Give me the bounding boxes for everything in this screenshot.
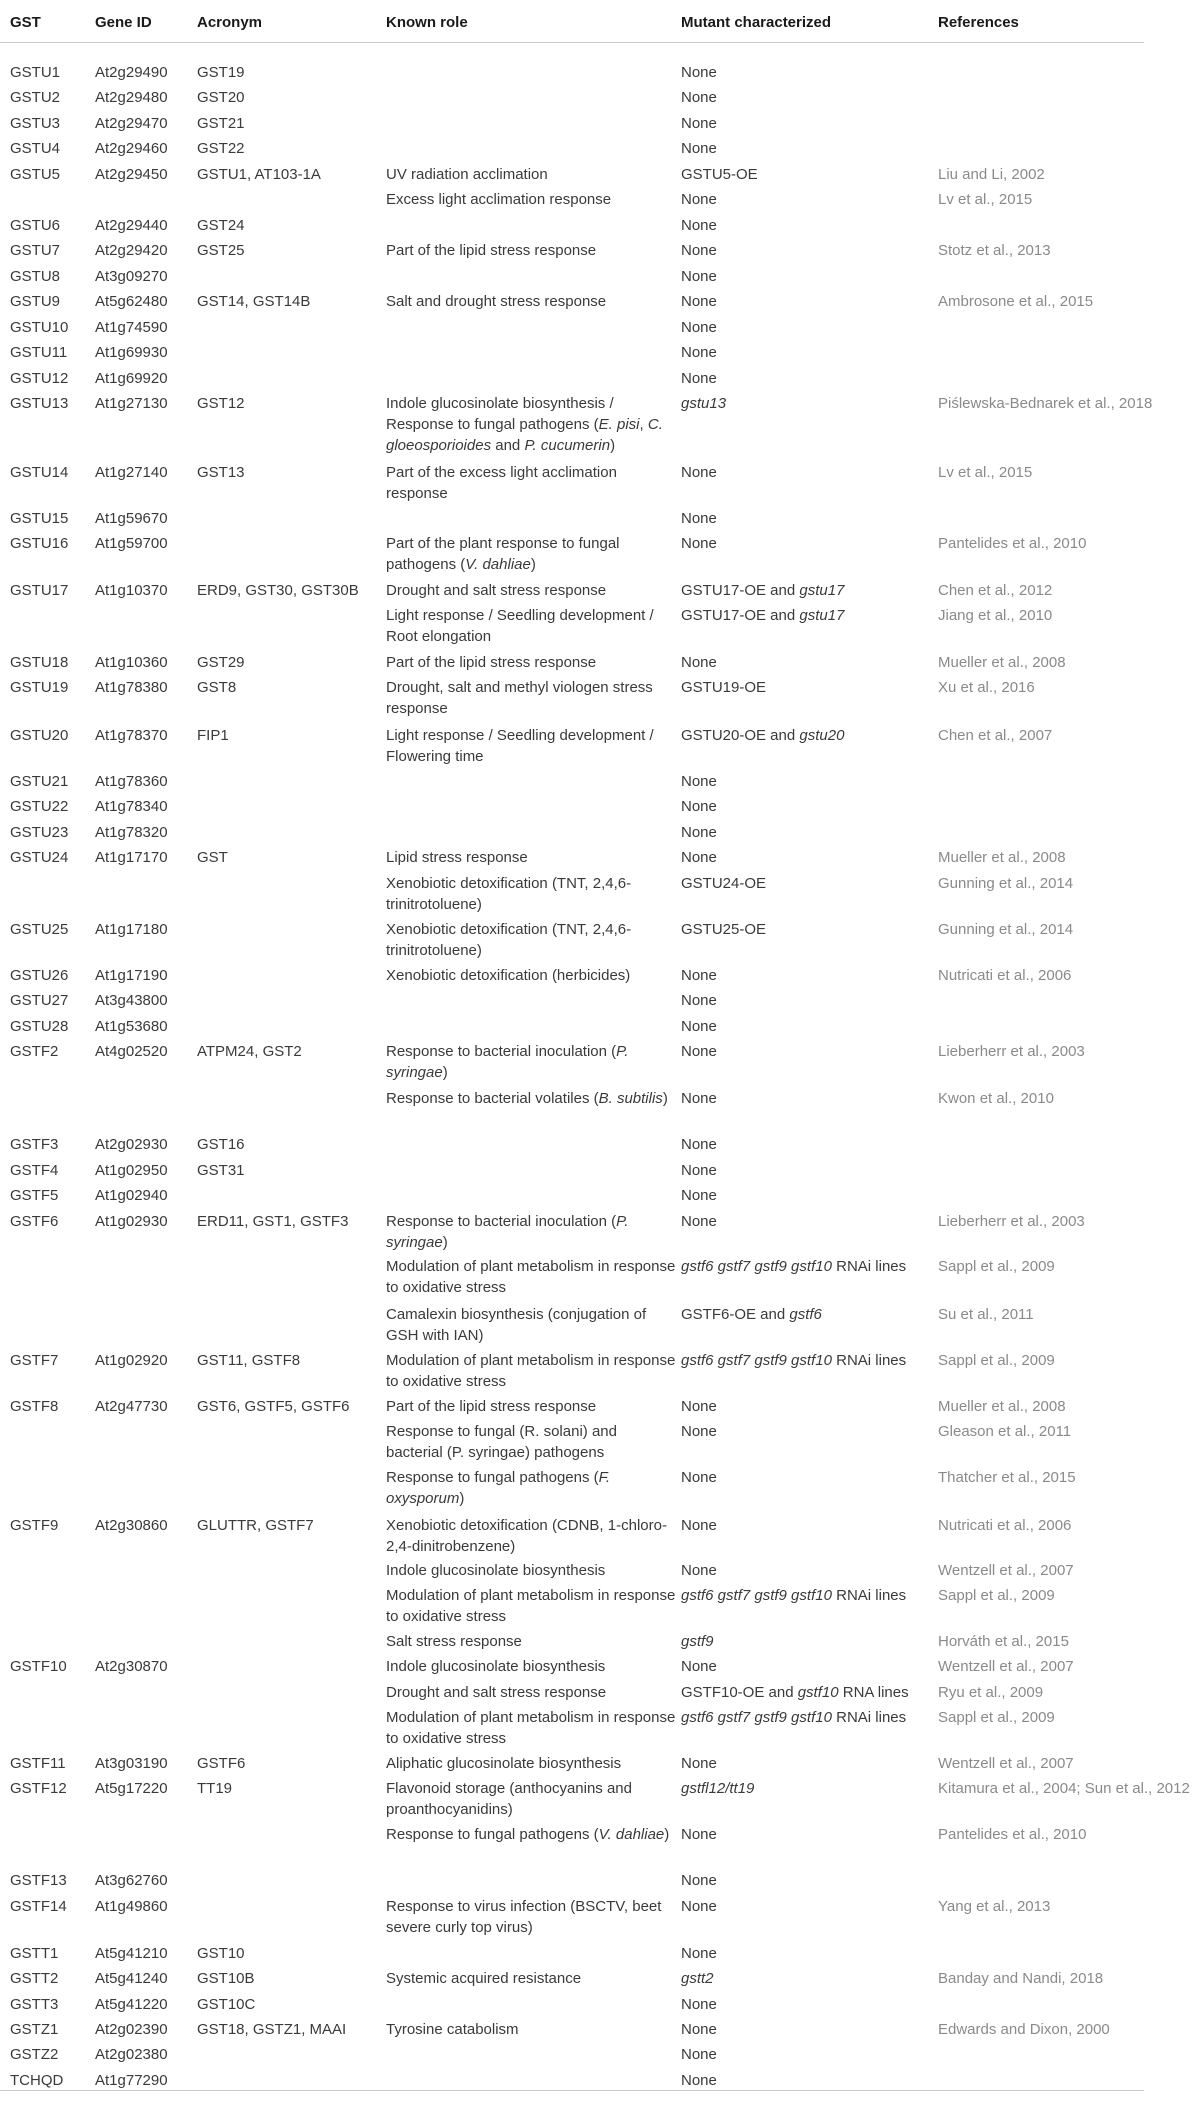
known-role-cell: Xenobiotic detoxification (herbicides) [386,967,631,984]
mutant-cell: gstf6 gstf7 gstf9 gstf10 RNAi lines [681,1258,907,1275]
gst-cell: GSTU10 [10,319,69,336]
gene-id-cell: At1g78320 [95,824,168,841]
gst-cell: GSTF8 [10,1398,59,1415]
mutant-cell: gstf6 gstf7 gstf9 gstf10 RNAi lines [681,1587,907,1604]
gene-id-cell: At2g29480 [95,89,168,106]
gst-cell: GSTU6 [10,217,61,234]
gst-cell: GSTU17 [10,582,69,599]
reference-cell: Gunning et al., 2014 [938,921,1074,938]
acronym-cell: GLUTTR, GSTF7 [197,1517,314,1534]
known-role-cell: Aliphatic glucosinolate biosynthesis [386,1755,622,1772]
reference-cell: Wentzell et al., 2007 [938,1658,1074,1675]
mutant-cell: None [681,2046,717,2063]
gst-cell: TCHQD [10,2072,64,2089]
reference-cell: Jiang et al., 2010 [938,607,1053,624]
mutant-cell: None [681,1872,717,1889]
reference-cell: Wentzell et al., 2007 [938,1755,1074,1772]
mutant-cell: None [681,344,717,361]
acronym-cell: GST6, GSTF5, GSTF6 [197,1398,350,1415]
acronym-cell: GST8 [197,679,237,696]
gst-cell: GSTU13 [10,395,69,412]
gst-cell: GSTZ2 [10,2046,59,2063]
known-role-cell: Systemic acquired resistance [386,1970,582,1987]
reference-cell: Chen et al., 2012 [938,582,1053,599]
mutant-cell: None [681,1398,717,1415]
acronym-cell: GST25 [197,242,245,259]
mutant-cell: None [681,1996,717,2013]
reference-cell: Liu and Li, 2002 [938,166,1045,183]
gene-id-cell: At5g17220 [95,1780,168,1797]
reference-cell: Xu et al., 2016 [938,679,1035,696]
gst-cell: GSTF6 [10,1213,59,1230]
gst-cell: GSTU18 [10,654,69,671]
mutant-cell: None [681,115,717,132]
mutant-cell: None [681,1945,717,1962]
mutant-cell: None [681,1469,717,1486]
known-role-cell: Response to fungal (R. solani) and bacterial (P. syringae) pathogens [386,1423,617,1461]
mutant-cell: None [681,992,717,1009]
reference-cell: Nutricati et al., 2006 [938,1517,1072,1534]
gst-cell: GSTF3 [10,1136,59,1153]
gene-id-cell: At1g77290 [95,2072,168,2089]
gst-cell: GSTU5 [10,166,61,183]
mutant-cell: None [681,191,717,208]
mutant-cell: None [681,370,717,387]
gene-id-cell: At1g78370 [95,727,168,744]
gene-id-cell: At2g47730 [95,1398,168,1415]
gene-id-cell: At2g29440 [95,217,168,234]
known-role-cell: Part of the lipid stress response [386,242,597,259]
known-role-cell: Salt stress response [386,1633,522,1650]
gst-cell: GSTU23 [10,824,69,841]
known-role-cell: Response to virus infection (BSCTV, beet severe curly top virus) [386,1898,662,1936]
gst-cell: GSTU8 [10,268,61,285]
reference-cell: Piślewska-Bednarek et al., 2018 [938,395,1153,412]
gst-cell: GSTU20 [10,727,69,744]
acronym-cell: GST10B [197,1970,255,1987]
mutant-cell: None [681,1213,717,1230]
acronym-cell: GST11, GSTF8 [197,1352,301,1369]
gene-id-cell: At2g02380 [95,2046,168,2063]
reference-cell: Thatcher et al., 2015 [938,1469,1076,1486]
reference-cell: Sappl et al., 2009 [938,1352,1055,1369]
header-known-role: Known role [386,14,468,31]
gene-id-cell: At5g41240 [95,1970,168,1987]
gst-cell: GSTU24 [10,849,69,866]
mutant-cell: None [681,242,717,259]
reference-cell: Su et al., 2011 [938,1306,1034,1323]
gene-id-cell: At2g29420 [95,242,168,259]
acronym-cell: ERD9, GST30, GST30B [197,582,359,599]
gst-cell: GSTU26 [10,967,69,984]
gene-id-cell: At1g02950 [95,1162,168,1179]
reference-cell: Gunning et al., 2014 [938,875,1074,892]
known-role-cell: Drought and salt stress response [386,1684,607,1701]
reference-cell: Ambrosone et al., 2015 [938,293,1094,310]
gene-id-cell: At1g02940 [95,1187,168,1204]
known-role-cell: Response to bacterial volatiles (B. subtilis) [386,1090,668,1107]
gene-id-cell: At1g69930 [95,344,168,361]
mutant-cell: GSTU19-OE [681,679,767,696]
known-role-cell: Lipid stress response [386,849,528,866]
mutant-cell: GSTF10-OE and gstf10 RNA lines [681,1684,909,1701]
known-role-cell: Camalexin biosynthesis (conjugation of GSH with IAN) [386,1306,647,1344]
reference-cell: Gleason et al., 2011 [938,1423,1072,1440]
header-rule [0,42,1144,43]
gst-cell: GSTF2 [10,1043,59,1060]
gene-id-cell: At1g59700 [95,535,168,552]
known-role-cell: Xenobiotic detoxification (CDNB, 1-chloro-2,4-dinitrobenzene) [386,1517,667,1555]
reference-cell: Pantelides et al., 2010 [938,535,1087,552]
gst-cell: GSTU14 [10,464,69,481]
gst-cell: GSTF9 [10,1517,59,1534]
gene-id-cell: At2g02390 [95,2021,168,2038]
gst-cell: GSTF12 [10,1780,67,1797]
header-gst: GST [10,14,41,31]
mutant-cell: GSTF6-OE and gstf6 [681,1306,822,1323]
gst-cell: GSTU27 [10,992,69,1009]
mutant-cell: None [681,319,717,336]
known-role-cell: Light response / Seedling development / Flowering time [386,727,654,765]
known-role-cell: Drought and salt stress response [386,582,607,599]
known-role-cell: Indole glucosinolate biosynthesis / Response to fungal pathogens (E. pisi, C. gloeosporioides and P. cucumerin) [386,395,663,454]
reference-cell: Mueller et al., 2008 [938,654,1066,671]
known-role-cell: Xenobiotic detoxification (TNT, 2,4,6-trinitrotoluene) [386,875,632,913]
reference-cell: Kitamura et al., 2004; Sun et al., 2012 [938,1780,1190,1797]
gene-id-cell: At1g02920 [95,1352,168,1369]
header-acronym: Acronym [197,14,263,31]
gst-cell: GSTF7 [10,1352,59,1369]
known-role-cell: Part of the plant response to fungal pathogens (V. dahliae) [386,535,620,573]
mutant-cell: None [681,64,717,81]
known-role-cell: Modulation of plant metabolism in response to oxidative stress [386,1587,676,1625]
gst-cell: GSTT3 [10,1996,59,2013]
mutant-cell: gstfl12/tt19 [681,1780,755,1797]
acronym-cell: GST18, GSTZ1, MAAI [197,2021,347,2038]
gene-id-cell: At2g29490 [95,64,168,81]
acronym-cell: GST16 [197,1136,245,1153]
known-role-cell: Flavonoid storage (anthocyanins and proanthocyanidins) [386,1780,632,1818]
header-gene-id: Gene ID [95,14,152,31]
gene-id-cell: At1g17180 [95,921,168,938]
gst-cell: GSTF10 [10,1658,67,1675]
known-role-cell: Drought, salt and methyl viologen stress response [386,679,653,717]
reference-cell: Kwon et al., 2010 [938,1090,1054,1107]
mutant-cell: None [681,1018,717,1035]
reference-cell: Wentzell et al., 2007 [938,1562,1074,1579]
gst-cell: GSTU15 [10,510,69,527]
mutant-cell: None [681,798,717,815]
mutant-cell: None [681,824,717,841]
gene-id-cell: At3g09270 [95,268,168,285]
gene-id-cell: At1g74590 [95,319,168,336]
gene-id-cell: At3g43800 [95,992,168,1009]
mutant-cell: None [681,464,717,481]
acronym-cell: GST10 [197,1945,245,1962]
known-role-cell: Part of the lipid stress response [386,654,597,671]
acronym-cell: GST22 [197,140,245,157]
mutant-cell: None [681,773,717,790]
acronym-cell: GST12 [197,395,245,412]
mutant-cell: None [681,2072,717,2089]
gene-id-cell: At2g29450 [95,166,168,183]
gene-id-cell: At2g30870 [95,1658,168,1675]
reference-cell: Edwards and Dixon, 2000 [938,2021,1110,2038]
known-role-cell: Modulation of plant metabolism in response to oxidative stress [386,1258,676,1296]
mutant-cell: gstf6 gstf7 gstf9 gstf10 RNAi lines [681,1352,907,1369]
mutant-cell: gstf9 [681,1633,714,1650]
gene-id-cell: At5g62480 [95,293,168,310]
reference-cell: Pantelides et al., 2010 [938,1826,1087,1843]
mutant-cell: None [681,1162,717,1179]
acronym-cell: GST [197,849,228,866]
acronym-cell: GST10C [197,1996,256,2013]
acronym-cell: GSTU1, AT103-1A [197,166,321,183]
gst-cell: GSTZ1 [10,2021,59,2038]
reference-cell: Yang et al., 2013 [938,1898,1051,1915]
gene-id-cell: At5g41210 [95,1945,168,1962]
gene-id-cell: At1g10370 [95,582,168,599]
gst-cell: GSTT1 [10,1945,59,1962]
reference-cell: Mueller et al., 2008 [938,1398,1066,1415]
gst-cell: GSTU28 [10,1018,69,1035]
gene-id-cell: At4g02520 [95,1043,168,1060]
bottom-rule [0,2090,1144,2091]
mutant-cell: None [681,1755,717,1772]
acronym-cell: TT19 [197,1780,233,1797]
reference-cell: Sappl et al., 2009 [938,1709,1055,1726]
mutant-cell: GSTU5-OE [681,166,758,183]
mutant-cell: None [681,1043,717,1060]
gst-cell: GSTU11 [10,344,68,361]
known-role-cell: Xenobiotic detoxification (TNT, 2,4,6-trinitrotoluene) [386,921,632,959]
known-role-cell: UV radiation acclimation [386,166,548,183]
reference-cell: Nutricati et al., 2006 [938,967,1072,984]
gene-id-cell: At1g17170 [95,849,168,866]
mutant-cell: None [681,1136,717,1153]
gene-id-cell: At1g78380 [95,679,168,696]
reference-cell: Chen et al., 2007 [938,727,1053,744]
acronym-cell: GST19 [197,64,245,81]
acronym-cell: ATPM24, GST2 [197,1043,302,1060]
gst-cell: GSTF13 [10,1872,67,1889]
mutant-cell: None [681,967,717,984]
mutant-cell: gstu13 [681,395,727,412]
known-role-cell: Light response / Seedling development / Root elongation [386,607,654,645]
gene-id-cell: At1g78360 [95,773,168,790]
mutant-cell: None [681,535,717,552]
mutant-cell: None [681,849,717,866]
gene-id-cell: At1g49860 [95,1898,168,1915]
gene-id-cell: At2g29470 [95,115,168,132]
reference-cell: Lv et al., 2015 [938,464,1033,481]
acronym-cell: GST13 [197,464,245,481]
gst-cell: GSTU16 [10,535,69,552]
mutant-cell: None [681,217,717,234]
gene-id-cell: At2g02930 [95,1136,168,1153]
gst-cell: GSTU21 [10,773,69,790]
known-role-cell: Response to bacterial inoculation (P. syringae) [386,1043,629,1081]
gene-id-cell: At1g02930 [95,1213,168,1230]
gst-cell: GSTF4 [10,1162,59,1179]
gene-id-cell: At1g17190 [95,967,168,984]
known-role-cell: Response to fungal pathogens (F. oxysporum) [386,1469,611,1507]
gst-cell: GSTU7 [10,242,61,259]
gst-cell: GSTU4 [10,140,61,157]
mutant-cell: gstt2 [681,1970,714,1987]
gst-cell: GSTU19 [10,679,69,696]
gst-cell: GSTU12 [10,370,69,387]
mutant-cell: None [681,654,717,671]
acronym-cell: GST24 [197,217,245,234]
known-role-cell: Response to fungal pathogens (V. dahliae) [386,1826,670,1843]
known-role-cell: Indole glucosinolate biosynthesis [386,1562,606,1579]
reference-cell: Banday and Nandi, 2018 [938,1970,1104,1987]
gene-id-cell: At3g62760 [95,1872,168,1889]
gene-id-cell: At1g10360 [95,654,168,671]
mutant-cell: GSTU17-OE and gstu17 [681,582,845,599]
known-role-cell: Part of the lipid stress response [386,1398,597,1415]
mutant-cell: None [681,89,717,106]
acronym-cell: GST14, GST14B [197,293,311,310]
gene-id-cell: At2g30860 [95,1517,168,1534]
known-role-cell: Modulation of plant metabolism in response to oxidative stress [386,1352,676,1390]
mutant-cell: None [681,1562,717,1579]
reference-cell: Sappl et al., 2009 [938,1258,1055,1275]
gst-cell: GSTF5 [10,1187,59,1204]
gst-cell: GSTF11 [10,1755,66,1772]
mutant-cell: None [681,1826,717,1843]
acronym-cell: FIP1 [197,727,229,744]
known-role-cell: Modulation of plant metabolism in response to oxidative stress [386,1709,676,1747]
gene-id-cell: At1g59670 [95,510,168,527]
acronym-cell: ERD11, GST1, GSTF3 [197,1213,349,1230]
known-role-cell: Excess light acclimation response [386,191,612,208]
gene-id-cell: At5g41220 [95,1996,168,2013]
header-references: References [938,14,1019,31]
gst-cell: GSTU3 [10,115,61,132]
gene-id-cell: At1g69920 [95,370,168,387]
mutant-cell: None [681,1898,717,1915]
gst-cell: GSTU22 [10,798,69,815]
header-mutant-characterized: Mutant characterized [681,14,832,31]
acronym-cell: GST31 [197,1162,245,1179]
mutant-cell: None [681,1187,717,1204]
mutant-cell: gstf6 gstf7 gstf9 gstf10 RNAi lines [681,1709,907,1726]
gene-id-cell: At1g27140 [95,464,168,481]
reference-cell: Stotz et al., 2013 [938,242,1051,259]
reference-cell: Mueller et al., 2008 [938,849,1066,866]
gst-cell: GSTU9 [10,293,61,310]
mutant-cell: None [681,1658,717,1675]
known-role-cell: Response to bacterial inoculation (P. syringae) [386,1213,629,1251]
gst-cell: GSTU25 [10,921,69,938]
known-role-cell: Tyrosine catabolism [386,2021,519,2038]
known-role-cell: Part of the excess light acclimation response [386,464,617,502]
gene-id-cell: At1g53680 [95,1018,168,1035]
mutant-cell: GSTU25-OE [681,921,767,938]
acronym-cell: GSTF6 [197,1755,246,1772]
mutant-cell: None [681,1423,717,1440]
mutant-cell: None [681,140,717,157]
gst-cell: GSTU2 [10,89,61,106]
gene-id-cell: At1g78340 [95,798,168,815]
known-role-cell: Salt and drought stress response [386,293,607,310]
mutant-cell: None [681,2021,717,2038]
mutant-cell: None [681,293,717,310]
gene-id-cell: At2g29460 [95,140,168,157]
known-role-cell: Indole glucosinolate biosynthesis [386,1658,606,1675]
mutant-cell: GSTU20-OE and gstu20 [681,727,845,744]
acronym-cell: GST21 [197,115,245,132]
mutant-cell: None [681,1517,717,1534]
gst-cell: GSTF14 [10,1898,67,1915]
reference-cell: Ryu et al., 2009 [938,1684,1044,1701]
reference-cell: Lieberherr et al., 2003 [938,1043,1085,1060]
reference-cell: Lieberherr et al., 2003 [938,1213,1085,1230]
reference-cell: Horváth et al., 2015 [938,1633,1069,1650]
mutant-cell: GSTU24-OE [681,875,767,892]
gst-cell: GSTU1 [10,64,61,81]
reference-cell: Sappl et al., 2009 [938,1587,1055,1604]
mutant-cell: None [681,510,717,527]
acronym-cell: GST20 [197,89,245,106]
mutant-cell: None [681,1090,717,1107]
gene-id-cell: At1g27130 [95,395,168,412]
acronym-cell: GST29 [197,654,245,671]
gst-cell: GSTT2 [10,1970,59,1987]
gene-id-cell: At3g03190 [95,1755,168,1772]
mutant-cell: GSTU17-OE and gstu17 [681,607,845,624]
mutant-cell: None [681,268,717,285]
reference-cell: Lv et al., 2015 [938,191,1033,208]
